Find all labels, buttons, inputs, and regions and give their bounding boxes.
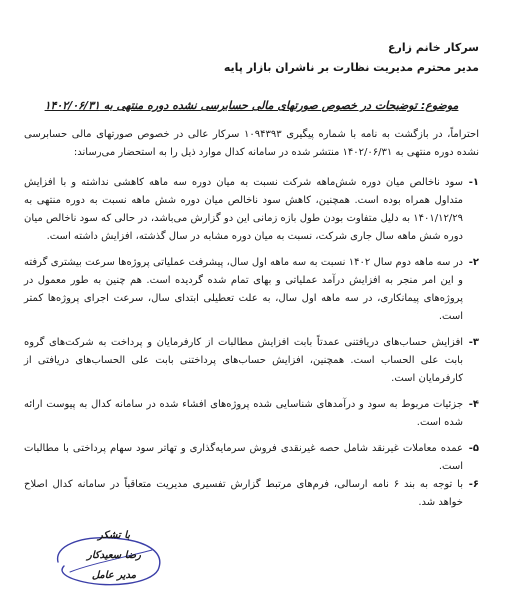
- list-item: [24, 254, 479, 326]
- list-item: [24, 396, 479, 432]
- subject-text: موضوع: توضیحات در خصوص صورتهای مالی حسابرسی نشده دوره منتهی به ۱۴۰۲/۰۶/۳۱: [44, 99, 459, 112]
- item-number: ۵-: [468, 443, 479, 454]
- intro-paragraph: احتراماً، در بازگشت به نامه با شماره پیگیری ۱۰۹۴۳۹۳ سرکار عالی در خصوص صورتهای مالی حسابرسی نشده دوره منتهی به ۱۴۰۲/۰۶/۳۱ منتشر شده در سامانه کدال موارد ذیل را به استحضار می‌رساند:: [24, 129, 480, 158]
- item-number: ۱-: [468, 177, 479, 188]
- items-list: [24, 174, 479, 512]
- list-item: [24, 334, 479, 388]
- recipient-name: سرکار خانم زارع: [388, 41, 479, 54]
- item-number: ۴-: [468, 399, 479, 410]
- signatory-name: رضا سعیدکار: [87, 550, 141, 561]
- item-number: ۶-: [468, 479, 479, 490]
- list-item: [24, 476, 479, 512]
- list-item: [24, 174, 479, 246]
- item-text: در سه ماهه دوم سال ۱۴۰۲ نسبت به سه ماهه اول سال، پیشرفت عملیاتی پروژه‌ها سرعت بیشتری گرفته و این امر منجر به افزایش درآمد عملیاتی و بهای تمام شده گردیده است. هم چنین به طور معمول در پروژه‌های پیمانکاری، در سه ماهه اول سال، به علت تعطیلی ابتدای سال، سرعت اجرای پروژه‌ها کمتر است.: [24, 257, 463, 322]
- item-text: با توجه به بند ۶ نامه ارسالی، فرم‌های مرتبط گزارش تفسیری مدیریت متعاقباً در سامانه کدال اصلاح خواهد شد.: [24, 479, 463, 508]
- signature-block: [44, 526, 184, 586]
- item-text: جزئیات مربوط به سود و درآمدهای شناسایی شده پروژه‌های افشاء شده در سامانه کدال به پیوست ارائه شده است.: [24, 399, 463, 428]
- item-text: افزایش حساب‌های دریافتنی عمدتاً بابت افزایش مطالبات از کارفرمایان و پرداخت به شرکت‌های گروه بابت علی الحساب است. همچنین، افزایش حساب‌های پرداختنی بابت علی الحساب‌های دریافتی از کارفرمایان است.: [24, 337, 463, 384]
- item-text: عمده معاملات غیرنقد شامل حصه غیرنقدی فروش سرمایه‌گذاری و تهاتر سود سهام پرداختی با مطالبات است.: [24, 443, 463, 472]
- signatory-title: مدیر عامل: [91, 570, 137, 581]
- recipient-block: [24, 38, 479, 78]
- subject-line: [24, 96, 479, 116]
- item-number: ۲-: [468, 257, 479, 268]
- item-text: سود ناخالص میان دوره شش‌ماهه شرکت نسبت به میان دوره سه ماهه کاهشی نداشته و با افزایش متداول همراه بوده است. همچنین، کاهش سود ناخالص میان دوره شش ماهه نسبت به دوره منتهی به ۱۴۰۱/۱۲/۲۹ به دلیل متفاوت بودن طول بازه زمانی این دو گزارش می‌باشد، در حالی که سود ناخالص میان دوره شش ماهه سال جاری شرکت، نسبت به میان دوره مشابه در سال گذشته، افزایش داشته است.: [24, 177, 463, 242]
- recipient-title: مدیر محترم مدیریت نظارت بر ناشران بازار پایه: [223, 61, 479, 74]
- item-number: ۳-: [468, 337, 479, 348]
- list-item: [24, 440, 479, 476]
- signature-thanks: با تشکر: [97, 530, 131, 541]
